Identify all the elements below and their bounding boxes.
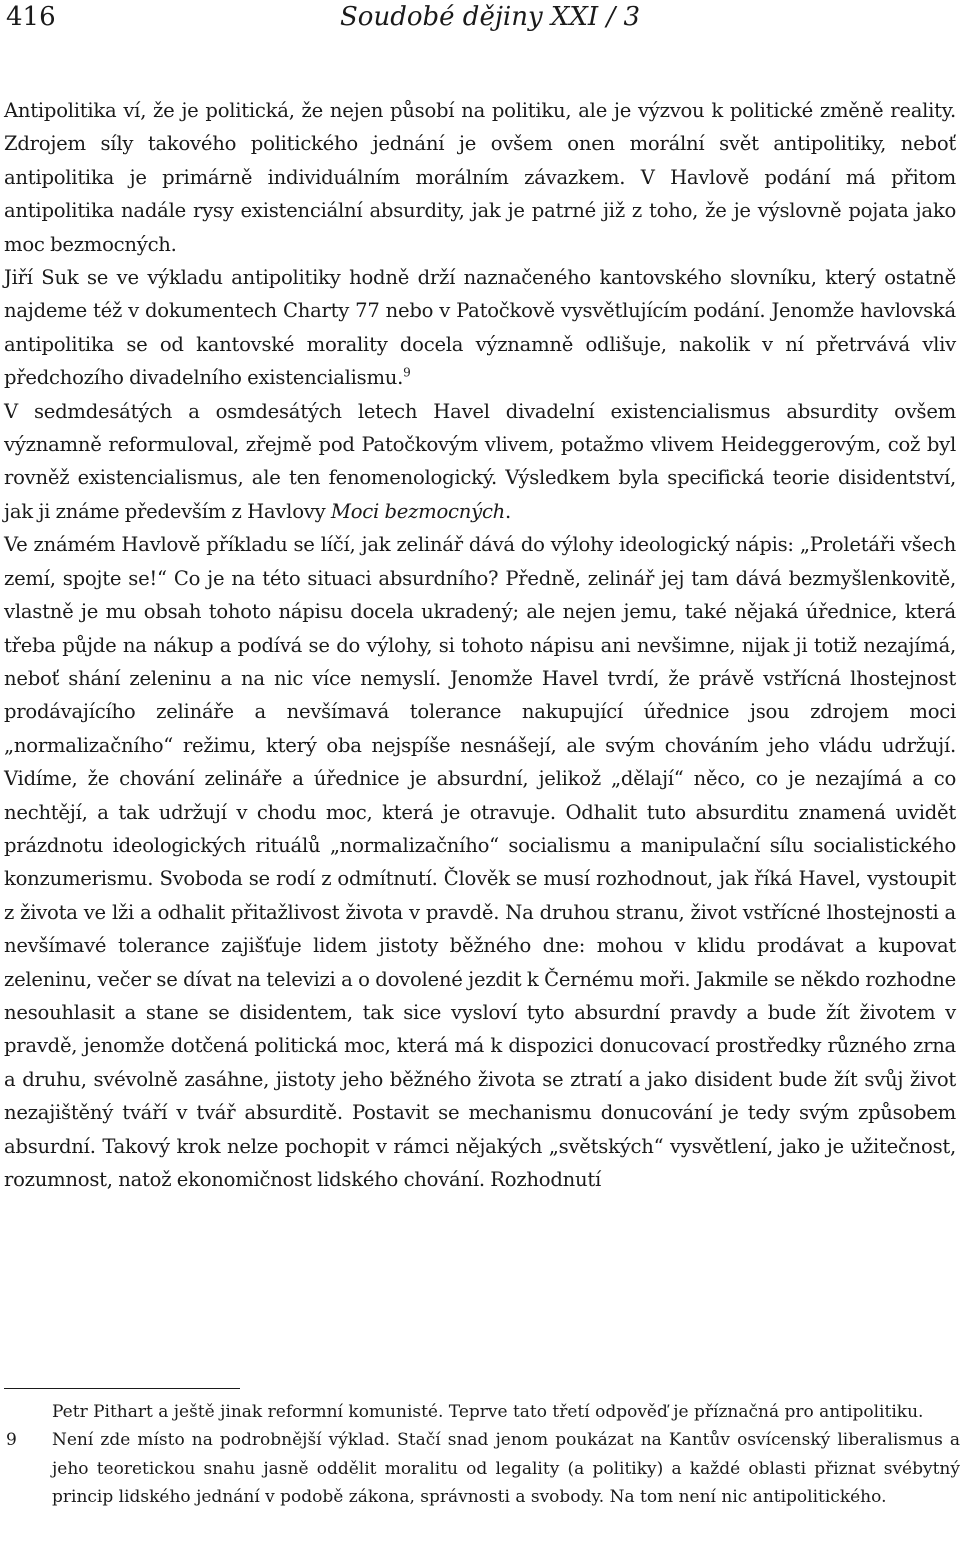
footnote	[4, 1398, 960, 1426]
footnote-reference[interactable]: 9	[403, 365, 411, 380]
page-number: 416	[6, 2, 56, 32]
paragraph-text: V sedmdesátých a osmdesátých letech Havel divadelní existencialismus absurdity ovšem významně reformuloval, zřejmě pod Patočkovým vlivem, potažmo vlivem Heideggerovým, což byl rovněž existencialismus, ale ten fenomenologický. Výsledkem byla specifická teorie disidentství, jak ji známe především z Havlovy	[4, 399, 956, 523]
running-title: Soudobé dějiny XXI / 3	[340, 2, 641, 32]
paragraph	[4, 261, 956, 395]
footnote-text: Petr Pithart a ještě jinak reformní komunisté. Teprve tato třetí odpověď je příznačná pro antipolitiku.	[52, 1402, 924, 1422]
footnotes	[4, 1398, 960, 1512]
paragraph	[4, 395, 956, 529]
paragraph-text-end: .	[505, 499, 512, 523]
body-text	[4, 94, 956, 1196]
book-title: Moci bezmocných	[330, 499, 506, 523]
paragraph	[4, 94, 956, 261]
footnote-divider	[4, 1388, 240, 1389]
paragraph	[4, 528, 956, 1196]
page-header	[0, 0, 960, 40]
paragraph-text: Jiří Suk se ve výkladu antipolitiky hodně drží naznačeného kantovského slovníku, který ostatně najdeme též v dokumentech Charty 77 nebo v Patočkově vysvětlujícím podání. Jenomže havlovská antipolitika se od kantovské morality docela významně odlišuje, nakolik v ní přetrvává vliv předchozího divadelního existencialismu.	[4, 266, 956, 390]
footnote-number: 9	[6, 1430, 17, 1451]
paragraph-text: Antipolitika ví, že je politická, že nejen působí na politiku, ale je výzvou k politické změně reality. Zdrojem síly takového politického jednání je ovšem onen morální svět antipolitiky, neboť antipolitika je primárně individuálním morálním závazkem. V Havlově podání má přitom antipolitika nadále rysy existenciální absurdity, jak je patrné již z toho, že je výslovně pojata jako moc bezmocných.	[4, 99, 956, 256]
footnote	[4, 1426, 960, 1511]
paragraph-text: Ve známém Havlově příkladu se líčí, jak zelinář dává do výlohy ideologický nápis: „Proletáři všech zemí, spojte se!“ Co je na této situaci absurdního? Předně, zelinář jej tam dává bezmyšlenkovitě, vlastně je mu obsah tohoto nápisu docela ukradený; ale nejen jemu, také nějaká úřednice, která třeba půjde na nákup a podívá se do výlohy, si tohoto nápisu ani nevšimne, nijak ji totiž nezajímá, neboť shání zeleninu a na nic více nemyslí. Jenomže Havel tvrdí, že právě vstřícná lhostejnost prodávajícího zelináře a nevšímavá tolerance nakupující úřednice jsou zdrojem moci „normalizačního“ režimu, který oba nejspíše nesnášejí, ale svým chováním jeho vládu udržují. Vidíme, že chování zelináře a úřednice je absurdní, jelikož „dělají“ něco, co je nezajímá a co nechtějí, a tak udržují v chodu moc, která je otravuje. Odhalit tuto absurditu znamená uvidět prázdnotu ideologických rituálů „normalizačního“ socialismu a manipulační sílu socialistického konzumerismu. Svoboda se rodí z odmítnutí. Člověk se musí rozhodnout, jak říká Havel, vystoupit z života ve lži a odhalit přitažlivost života v pravdě. Na druhou stranu, život vstřícné lhostejnosti a nevšímavé tolerance zajišťuje lidem jistoty běžného dne: mohou v klidu prodávat a kupovat zeleninu, večer se dívat na televizi a o dovolené jezdit k Černému moři. Jakmile se někdo rozhodne nesouhlasit a stane se disidentem, tak sice vysloví tyto absurdní pravdy a bude žít životem v pravdě, jenomže dotčená politická moc, která má k dispozici donucovací prostředky různého zrna a druhu, svévolně zasáhne, jistoty jeho běžného života se ztratí a jako disident bude žít svůj život nezajištěný tváří v tvář absurditě. Postavit se mechanismu donucování je tedy svým způsobem absurdní. Takový krok nelze pochopit v rámci nějakých „světských“ vysvětlení, jako je užitečnost, rozumnost, natož ekonomičnost lidského chování. Rozhodnutí	[4, 533, 956, 1191]
footnote-text: Není zde místo na podrobnější výklad. Stačí snad jenom poukázat na Kantův osvícenský liberalismus a jeho teoretickou snahu jasně oddělit moralitu od legality (a politiky) a každé oblasti přiznat svébytný princip lidského jednání v podobě zákona, správnosti a svobody. Na tom není nic antipolitického.	[52, 1430, 960, 1508]
